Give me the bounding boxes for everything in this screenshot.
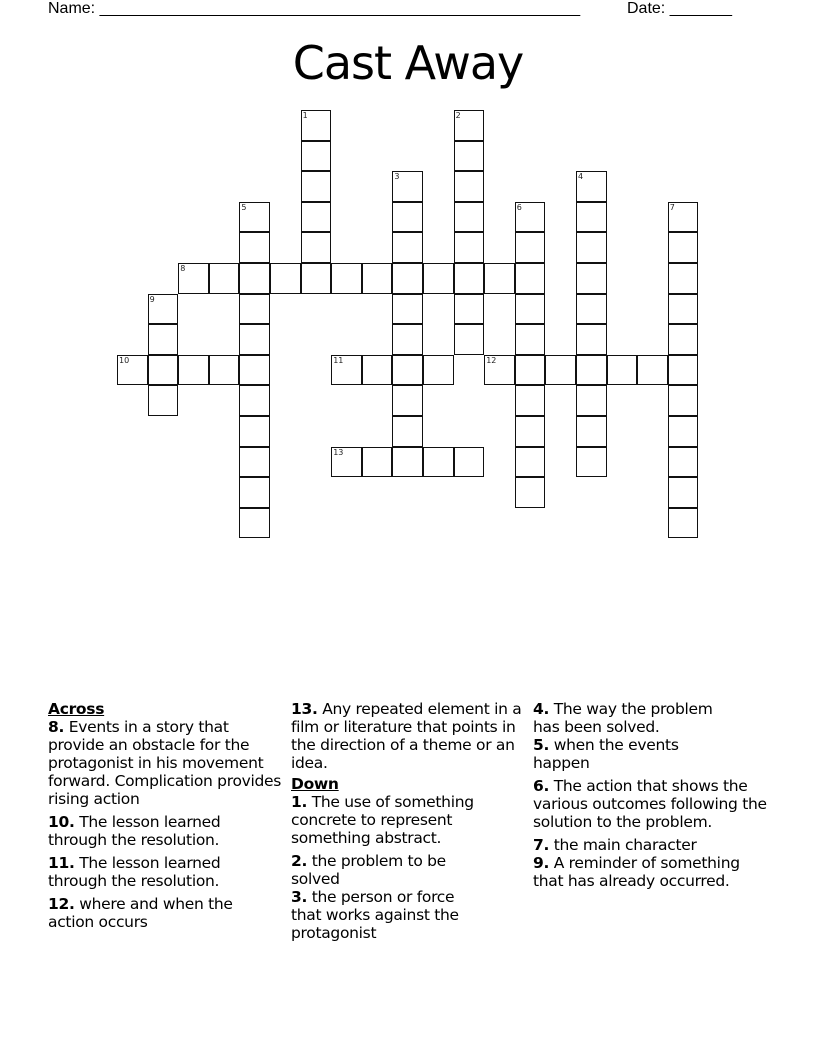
- grid-cell[interactable]: [423, 355, 454, 386]
- grid-cell[interactable]: [454, 263, 485, 294]
- cell-number: 12: [486, 355, 497, 365]
- grid-cell[interactable]: [148, 355, 179, 386]
- clue-number: 13.: [291, 700, 318, 718]
- grid-cell[interactable]: [576, 324, 607, 355]
- grid-cell[interactable]: [239, 416, 270, 447]
- grid-cell[interactable]: [668, 202, 699, 233]
- clues-column-3: [533, 700, 773, 895]
- clue-number: 9.: [533, 854, 550, 872]
- grid-cell[interactable]: [331, 355, 362, 386]
- grid-cell[interactable]: [301, 141, 332, 172]
- clue-text: A reminder of something that has already occurred.: [533, 854, 740, 890]
- grid-cell[interactable]: [178, 355, 209, 386]
- grid-cell[interactable]: [239, 385, 270, 416]
- grid-cell[interactable]: [515, 447, 546, 478]
- grid-cell[interactable]: [576, 202, 607, 233]
- clue-text: Any repeated element in a film or literature that points in the direction of a theme or an idea.: [291, 700, 522, 772]
- cell-number: 7: [669, 202, 675, 212]
- grid-cell[interactable]: [178, 263, 209, 294]
- grid-cell[interactable]: [576, 416, 607, 447]
- grid-cell[interactable]: [515, 324, 546, 355]
- clue-number: 2.: [291, 852, 308, 870]
- clue-number: 1.: [291, 793, 308, 811]
- clue-number: 5.: [533, 736, 550, 754]
- grid-cell[interactable]: [668, 355, 699, 386]
- grid-cell[interactable]: [668, 324, 699, 355]
- grid-cell[interactable]: [362, 355, 393, 386]
- clue-across-13: [291, 700, 523, 772]
- grid-cell[interactable]: [668, 508, 699, 539]
- clue-text: The lesson learned through the resolution.: [48, 854, 221, 890]
- clue-down-1: [291, 793, 491, 847]
- cell-number: 5: [241, 202, 247, 212]
- grid-cell[interactable]: [301, 110, 332, 141]
- clue-text: The use of something concrete to represent something abstract.: [291, 793, 474, 847]
- grid-cell[interactable]: [668, 385, 699, 416]
- grid-cell[interactable]: [576, 171, 607, 202]
- grid-cell[interactable]: [301, 263, 332, 294]
- grid-cell[interactable]: [392, 202, 423, 233]
- grid-cell[interactable]: [454, 294, 485, 325]
- clue-number: 7.: [533, 836, 550, 854]
- grid-cell[interactable]: [668, 447, 699, 478]
- clue-down-3: [291, 888, 481, 942]
- grid-cell[interactable]: [362, 447, 393, 478]
- cell-number: 10: [119, 355, 130, 365]
- grid-cell[interactable]: [484, 263, 515, 294]
- grid-cell[interactable]: [239, 202, 270, 233]
- clue-across-12: [48, 895, 258, 931]
- grid-cell[interactable]: [331, 263, 362, 294]
- clue-number: 11.: [48, 854, 75, 872]
- clue-number: 10.: [48, 813, 75, 831]
- grid-cell[interactable]: [301, 202, 332, 233]
- grid-cell[interactable]: [301, 171, 332, 202]
- grid-cell[interactable]: [515, 232, 546, 263]
- crossword-grid: [117, 110, 707, 550]
- clue-number: 8.: [48, 718, 65, 736]
- grid-cell[interactable]: [392, 232, 423, 263]
- grid-cell[interactable]: [515, 385, 546, 416]
- grid-cell[interactable]: [392, 324, 423, 355]
- grid-cell[interactable]: [668, 416, 699, 447]
- clue-across-8: [48, 718, 284, 808]
- clue-number: 12.: [48, 895, 75, 913]
- grid-cell[interactable]: [392, 416, 423, 447]
- cell-number: 8: [180, 264, 186, 273]
- clue-down-4: [533, 700, 733, 736]
- cell-number: 13: [333, 447, 344, 457]
- grid-cell[interactable]: [331, 447, 362, 478]
- grid-cell[interactable]: [454, 141, 485, 172]
- clue-text: the main character: [553, 836, 697, 854]
- grid-cell[interactable]: [668, 477, 699, 508]
- grid-cell[interactable]: [423, 263, 454, 294]
- clues-column-1: [48, 700, 288, 936]
- grid-cell[interactable]: [148, 324, 179, 355]
- grid-cell[interactable]: [239, 263, 270, 294]
- clue-down-7: [533, 836, 773, 854]
- clue-down-5: [533, 736, 698, 772]
- grid-cell[interactable]: [454, 232, 485, 263]
- grid-cell[interactable]: [576, 263, 607, 294]
- grid-cell[interactable]: [454, 447, 485, 478]
- grid-cell[interactable]: [454, 324, 485, 355]
- grid-cell[interactable]: [239, 508, 270, 539]
- grid-cell[interactable]: [209, 355, 240, 386]
- cell-number: 4: [578, 172, 584, 182]
- grid-cell[interactable]: [392, 263, 423, 294]
- page-title: Cast Away: [292, 36, 524, 90]
- grid-cell[interactable]: [239, 477, 270, 508]
- cell-number: 3: [394, 172, 400, 182]
- grid-cell[interactable]: [392, 355, 423, 386]
- grid-cell[interactable]: [515, 294, 546, 325]
- grid-cell[interactable]: [117, 355, 148, 386]
- grid-cell[interactable]: [515, 263, 546, 294]
- grid-cell[interactable]: [576, 294, 607, 325]
- clue-down-6: [533, 777, 773, 831]
- grid-cell[interactable]: [515, 355, 546, 386]
- clue-down-2: [291, 852, 471, 888]
- grid-cell[interactable]: [392, 385, 423, 416]
- grid-cell[interactable]: [239, 294, 270, 325]
- clue-text: The action that shows the various outcomes following the solution to the problem.: [533, 777, 767, 831]
- grid-cell[interactable]: [515, 202, 546, 233]
- grid-cell[interactable]: [515, 477, 546, 508]
- cell-number: 11: [333, 355, 344, 365]
- clue-number: 6.: [533, 777, 550, 795]
- grid-cell[interactable]: [484, 355, 515, 386]
- grid-cell[interactable]: [148, 294, 179, 325]
- clue-text: The lesson learned through the resolution.: [48, 813, 221, 849]
- grid-cell[interactable]: [576, 355, 607, 386]
- clue-text: where and when the action occurs: [48, 895, 233, 931]
- grid-cell[interactable]: [637, 355, 668, 386]
- grid-cell[interactable]: [668, 263, 699, 294]
- grid-cell[interactable]: [239, 324, 270, 355]
- grid-cell[interactable]: [668, 232, 699, 263]
- cell-number: 6: [516, 202, 522, 212]
- grid-cell[interactable]: [239, 232, 270, 263]
- across-heading: Across: [48, 700, 105, 718]
- clue-number: 4.: [533, 700, 550, 718]
- clue-text: the person or force that works against the protagonist: [291, 888, 459, 942]
- grid-cell[interactable]: [209, 263, 240, 294]
- grid-cell[interactable]: [454, 171, 485, 202]
- grid-cell[interactable]: [607, 355, 638, 386]
- clue-text: The way the problem has been solved.: [533, 700, 713, 736]
- grid-cell[interactable]: [239, 355, 270, 386]
- date-field[interactable]: Date: _______: [627, 0, 732, 17]
- grid-cell[interactable]: [576, 385, 607, 416]
- name-field[interactable]: Name: ______________________________________________________: [48, 0, 581, 17]
- grid-cell[interactable]: [454, 202, 485, 233]
- grid-cell[interactable]: [392, 171, 423, 202]
- clue-number: 3.: [291, 888, 308, 906]
- grid-cell[interactable]: [392, 294, 423, 325]
- grid-cell[interactable]: [545, 355, 576, 386]
- grid-cell[interactable]: [270, 263, 301, 294]
- clue-text: when the events happen: [533, 736, 679, 772]
- grid-cell[interactable]: [239, 447, 270, 478]
- grid-cell[interactable]: [148, 385, 179, 416]
- clue-across-11: [48, 854, 248, 890]
- grid-cell[interactable]: [362, 263, 393, 294]
- clue-text: the problem to be solved: [291, 852, 446, 888]
- clue-down-9: [533, 854, 763, 890]
- grid-cell[interactable]: [392, 447, 423, 478]
- grid-cell[interactable]: [454, 110, 485, 141]
- grid-cell[interactable]: [576, 232, 607, 263]
- clue-text: Events in a story that provide an obstacle for the protagonist in his movement forward. Complication provides rising action: [48, 718, 282, 808]
- grid-cell[interactable]: [515, 416, 546, 447]
- grid-cell[interactable]: [423, 447, 454, 478]
- clues-column-2: [291, 700, 523, 947]
- cell-number: 1: [302, 111, 308, 120]
- grid-cell[interactable]: [668, 294, 699, 325]
- cell-number: 2: [455, 111, 461, 120]
- clue-across-10: [48, 813, 248, 849]
- grid-cell[interactable]: [301, 232, 332, 263]
- down-heading: Down: [291, 775, 339, 793]
- grid-cell[interactable]: [576, 447, 607, 478]
- cell-number: 9: [149, 294, 155, 304]
